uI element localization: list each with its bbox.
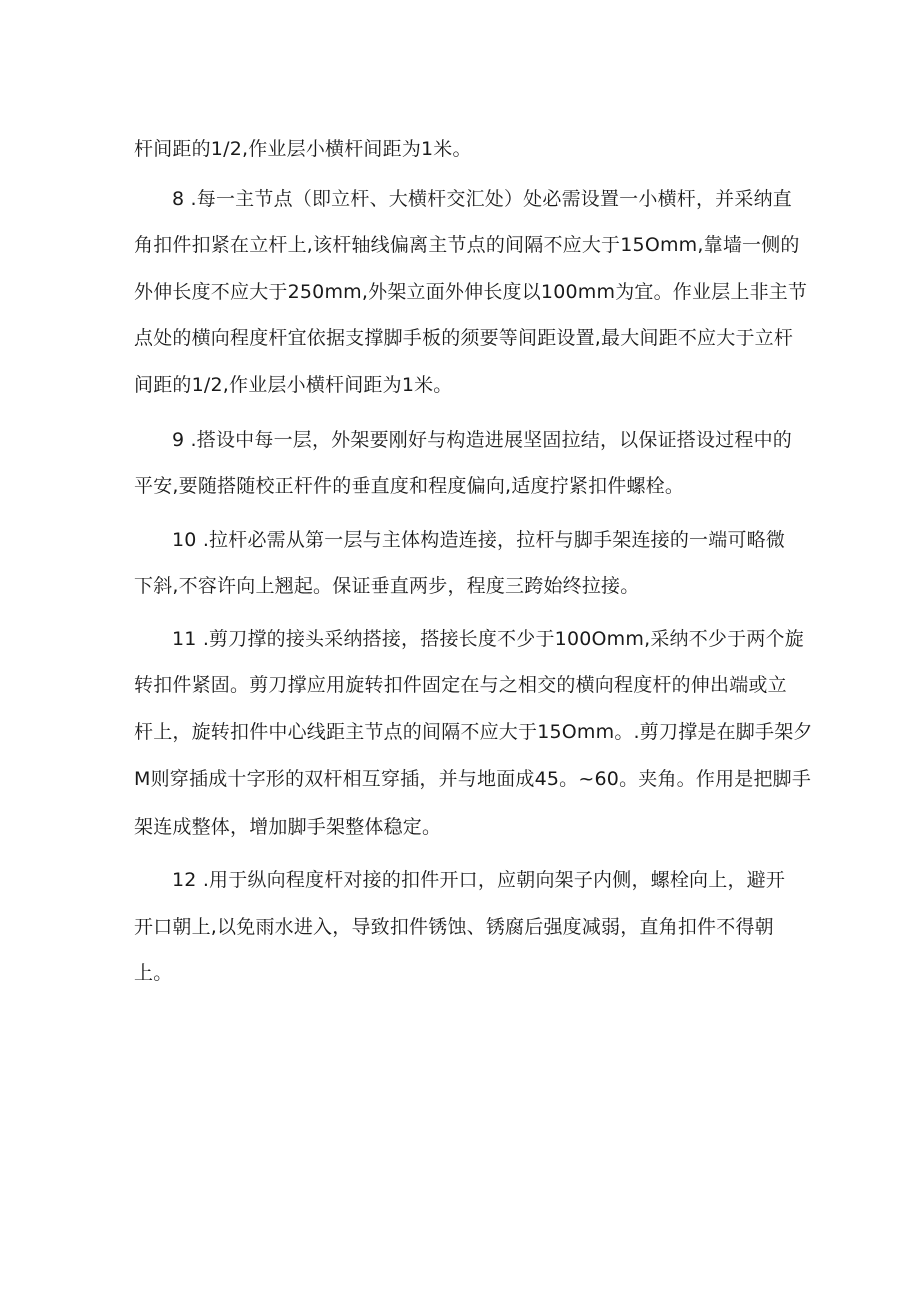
paragraph-11-line: 11 .剪刀撑的接头采纳搭接，搭接长度不少于100Omm,采纳不少于两个旋 <box>172 628 804 650</box>
paragraph-12-line: 12 .用于纵向程度杆对接的扣件开口，应朝向架子内侧，螺栓向上，避开 <box>172 869 786 891</box>
paragraph-8-line: 8 .每一主节点（即立杆、大横杆交汇处）处必需设置一小横杆，并采纳直 <box>172 188 792 210</box>
text-line: 开口朝上,以免雨水进入，导致扣件锈蚀、锈腐后强度减弱，直角扣件不得朝 <box>134 916 774 938</box>
text-line: 外伸长度不应大于250mm,外架立面外伸长度以100mm为宜。作业层上非主节 <box>134 281 808 303</box>
paragraph-10-line: 10 .拉杆必需从第一层与主体构造连接，拉杆与脚手架连接的一端可略微 <box>172 529 786 551</box>
paragraph-9-line: 9 .搭设中每一层，外架要刚好与构造进展坚固拉结，以保证搭设过程中的 <box>172 429 792 451</box>
text-line: 杆上，旋转扣件中心线距主节点的间隔不应大于15Omm。.剪刀撑是在脚手架夕 <box>134 721 813 743</box>
text-line: 转扣件紧固。剪刀撑应用旋转扣件固定在与之相交的横向程度杆的伸出端或立 <box>134 674 787 696</box>
text-line: 杆间距的1/2,作业层小横杆间距为1米。 <box>134 138 472 160</box>
text-line: 下斜,不容许向上翘起。保证垂直两步，程度三跨始终拉接。 <box>134 575 640 597</box>
text-line: 平安,要随搭随校正杆件的垂直度和程度偏向,适度拧紧扣件螺栓。 <box>134 475 685 497</box>
text-line: 点处的横向程度杆宜依据支撑脚手板的须要等间距设置,最大间距不应大于立杆 <box>134 327 794 349</box>
text-line: M则穿插成十字形的双杆相互穿插，并与地面成45。~60。夹角。作用是把脚手 <box>134 768 812 790</box>
text-line: 角扣件扣紧在立杆上,该杆轴线偏离主节点的间隔不应大于15Omm,靠墙一侧的 <box>134 234 800 256</box>
text-line: 间距的1/2,作业层小横杆间距为1米。 <box>134 374 453 396</box>
text-line: 上。 <box>134 962 173 984</box>
text-line: 架连成整体，增加脚手架整体稳定。 <box>134 816 442 838</box>
